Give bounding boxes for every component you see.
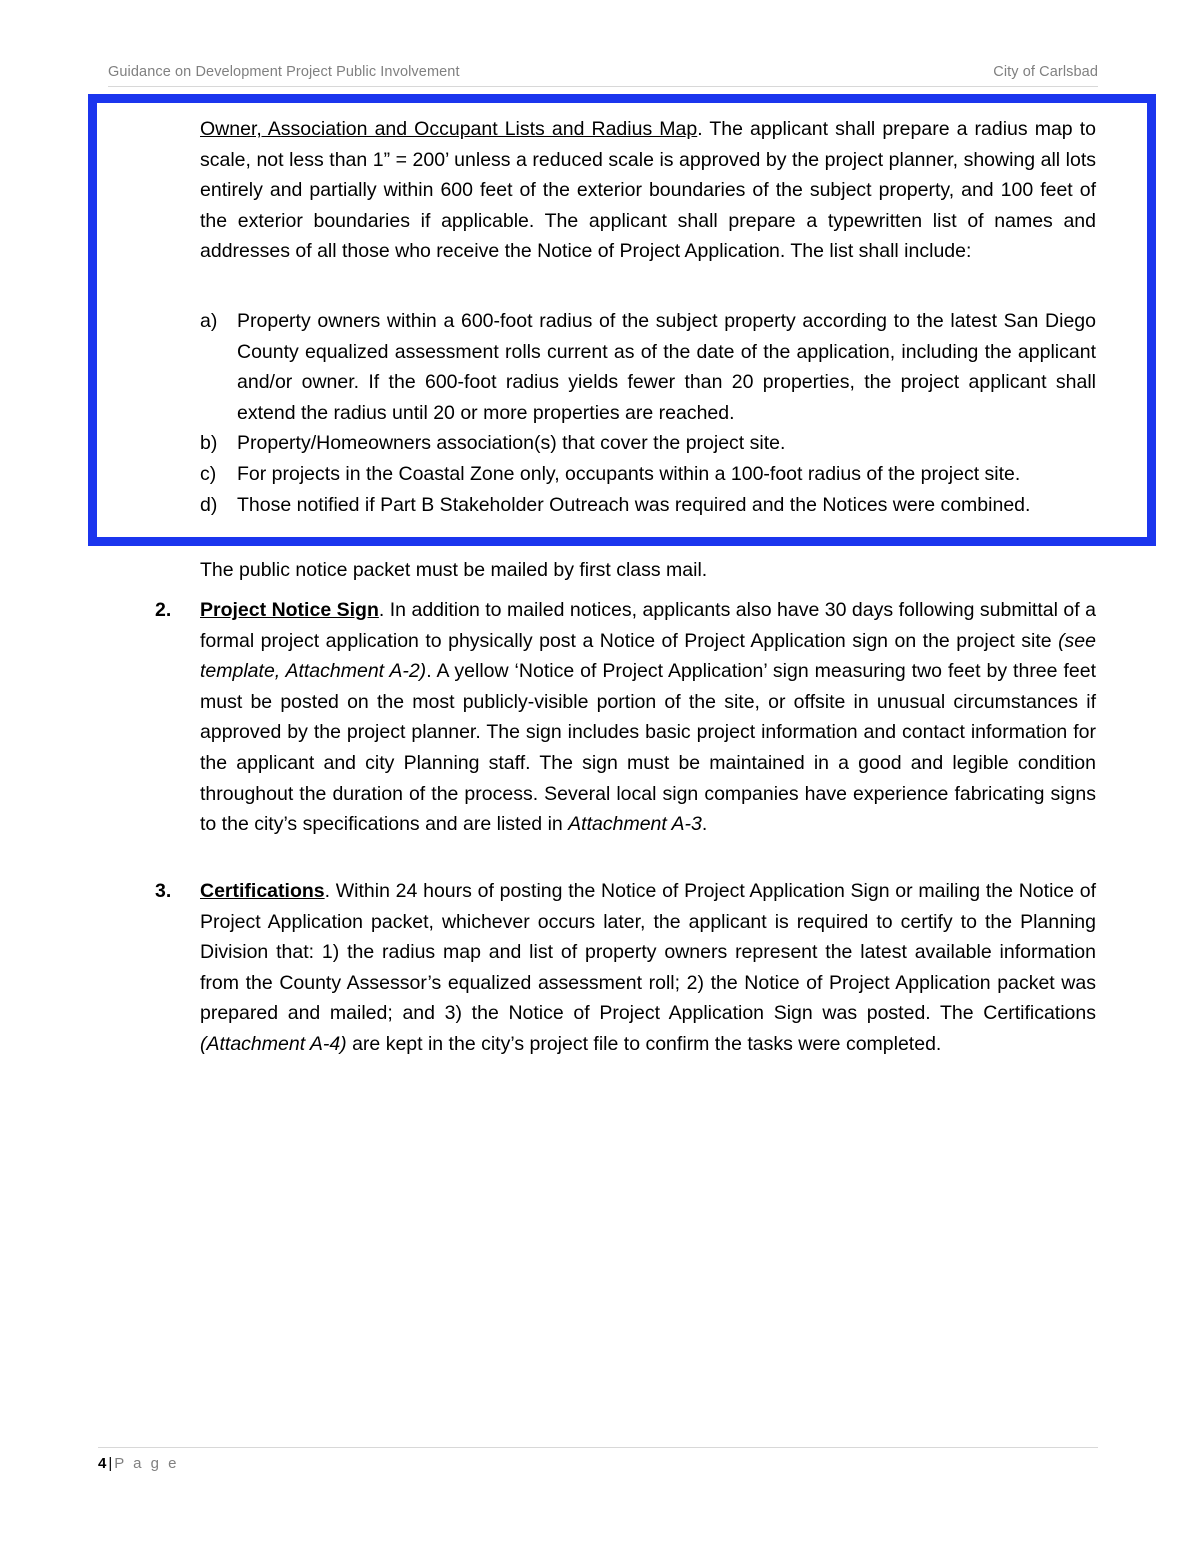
list-item-text: For projects in the Coastal Zone only, occupants within a 100-foot radius of the project site. — [237, 462, 1021, 485]
list-item-marker: d) — [200, 493, 218, 516]
item-emphasis-2: Attachment A-3 — [568, 813, 702, 836]
list-item — [200, 459, 1096, 490]
item-segment-2: are kept in the city’s project file to confirm the tasks were completed. — [346, 1032, 942, 1055]
lettered-list — [200, 306, 1096, 520]
item-number: 3. — [155, 880, 172, 902]
mailing-note: The public notice packet must be mailed by first class mail. — [200, 559, 708, 581]
header-organization: City of Carlsbad — [993, 64, 1098, 80]
running-footer — [98, 1447, 1098, 1472]
item-text — [200, 595, 1096, 840]
header-document-title: Guidance on Development Project Public Involvement — [108, 64, 460, 80]
intro-paragraph — [200, 114, 1096, 267]
list-item — [200, 428, 1096, 459]
list-item-marker: c) — [200, 462, 217, 485]
footer-page-label: P a g e — [114, 1455, 180, 1472]
item-segment-3: . — [701, 813, 708, 836]
intro-heading: Owner, Association and Occupant Lists and Radius Map — [200, 118, 698, 140]
item-text — [200, 876, 1096, 1060]
intro-body-text: . The applicant shall prepare a radius map to scale, not less than 1” = 200’ unless a reduced scale is approved by the project planner, showing all lots entirely and partially within 600 feet of the exterior boundaries of the subject property, and 100 feet of the exterior boundaries if applicable. The applicant shall prepare a typewritten list of names and addresses of all those who receive the Notice of Project Application. The list shall include: — [200, 118, 1096, 263]
item-heading: Certifications — [200, 880, 325, 902]
item-segment-2: . A yellow ‘Notice of Project Application’ sign measuring two feet by three feet must be posted on the most publicly-visible portion of the site, or offsite in unusual circumstances if approved by the project planner. The sign includes basic project information and contact information for the applicant and city Planning staff. The sign must be maintained in a good and legible condition throughout the duration of the process. Several local sign companies have experience fabricating signs to the city’s specifications and are listed in — [200, 660, 1096, 836]
footer-page-number: 4 — [98, 1455, 107, 1472]
item-emphasis-1: (Attachment A-4) — [200, 1032, 347, 1055]
list-item-text: Property/Homeowners association(s) that cover the project site. — [237, 432, 786, 455]
item-segment-1: . In addition to mailed notices, applicants also have 30 days following submittal of a formal project application to physically post a Notice of Project Application sign on the project site — [200, 599, 1096, 652]
footer-separator: | — [108, 1455, 113, 1472]
list-item-text: Those notified if Part B Stakeholder Outreach was required and the Notices were combined. — [237, 493, 1031, 516]
numbered-item-2 — [155, 595, 1096, 840]
list-item-marker: b) — [200, 432, 218, 455]
item-heading: Project Notice Sign — [200, 599, 379, 621]
list-item — [200, 306, 1096, 428]
list-item — [200, 490, 1096, 521]
item-segment-1: . Within 24 hours of posting the Notice of Project Application Sign or mailing the Notice of Project Application packet, whichever occurs later, the applicant is required to certify to the Planning Division that: 1) the radius map and list of property owners represent the latest available information from the County Assessor’s equalized assessment roll; 2) the Notice of Project Application packet was prepared and mailed; and 3) the Notice of Project Application Sign was posted. The Certifications — [200, 880, 1096, 1025]
running-header — [108, 64, 1098, 87]
item-number: 2. — [155, 599, 172, 621]
item-emphasis-1: (see template, Attachment A-2) — [200, 629, 1096, 683]
list-item-marker: a) — [200, 310, 218, 332]
numbered-item-3 — [155, 876, 1096, 1060]
list-item-text: Property owners within a 600-foot radius of the subject property according to the latest San Diego County equalized assessment rolls current as of the date of the application, including the applicant and/or owner. If the 600-foot radius yields fewer than 20 properties, the project applicant shall extend the radius until 20 or more properties are reached. — [237, 310, 1096, 424]
